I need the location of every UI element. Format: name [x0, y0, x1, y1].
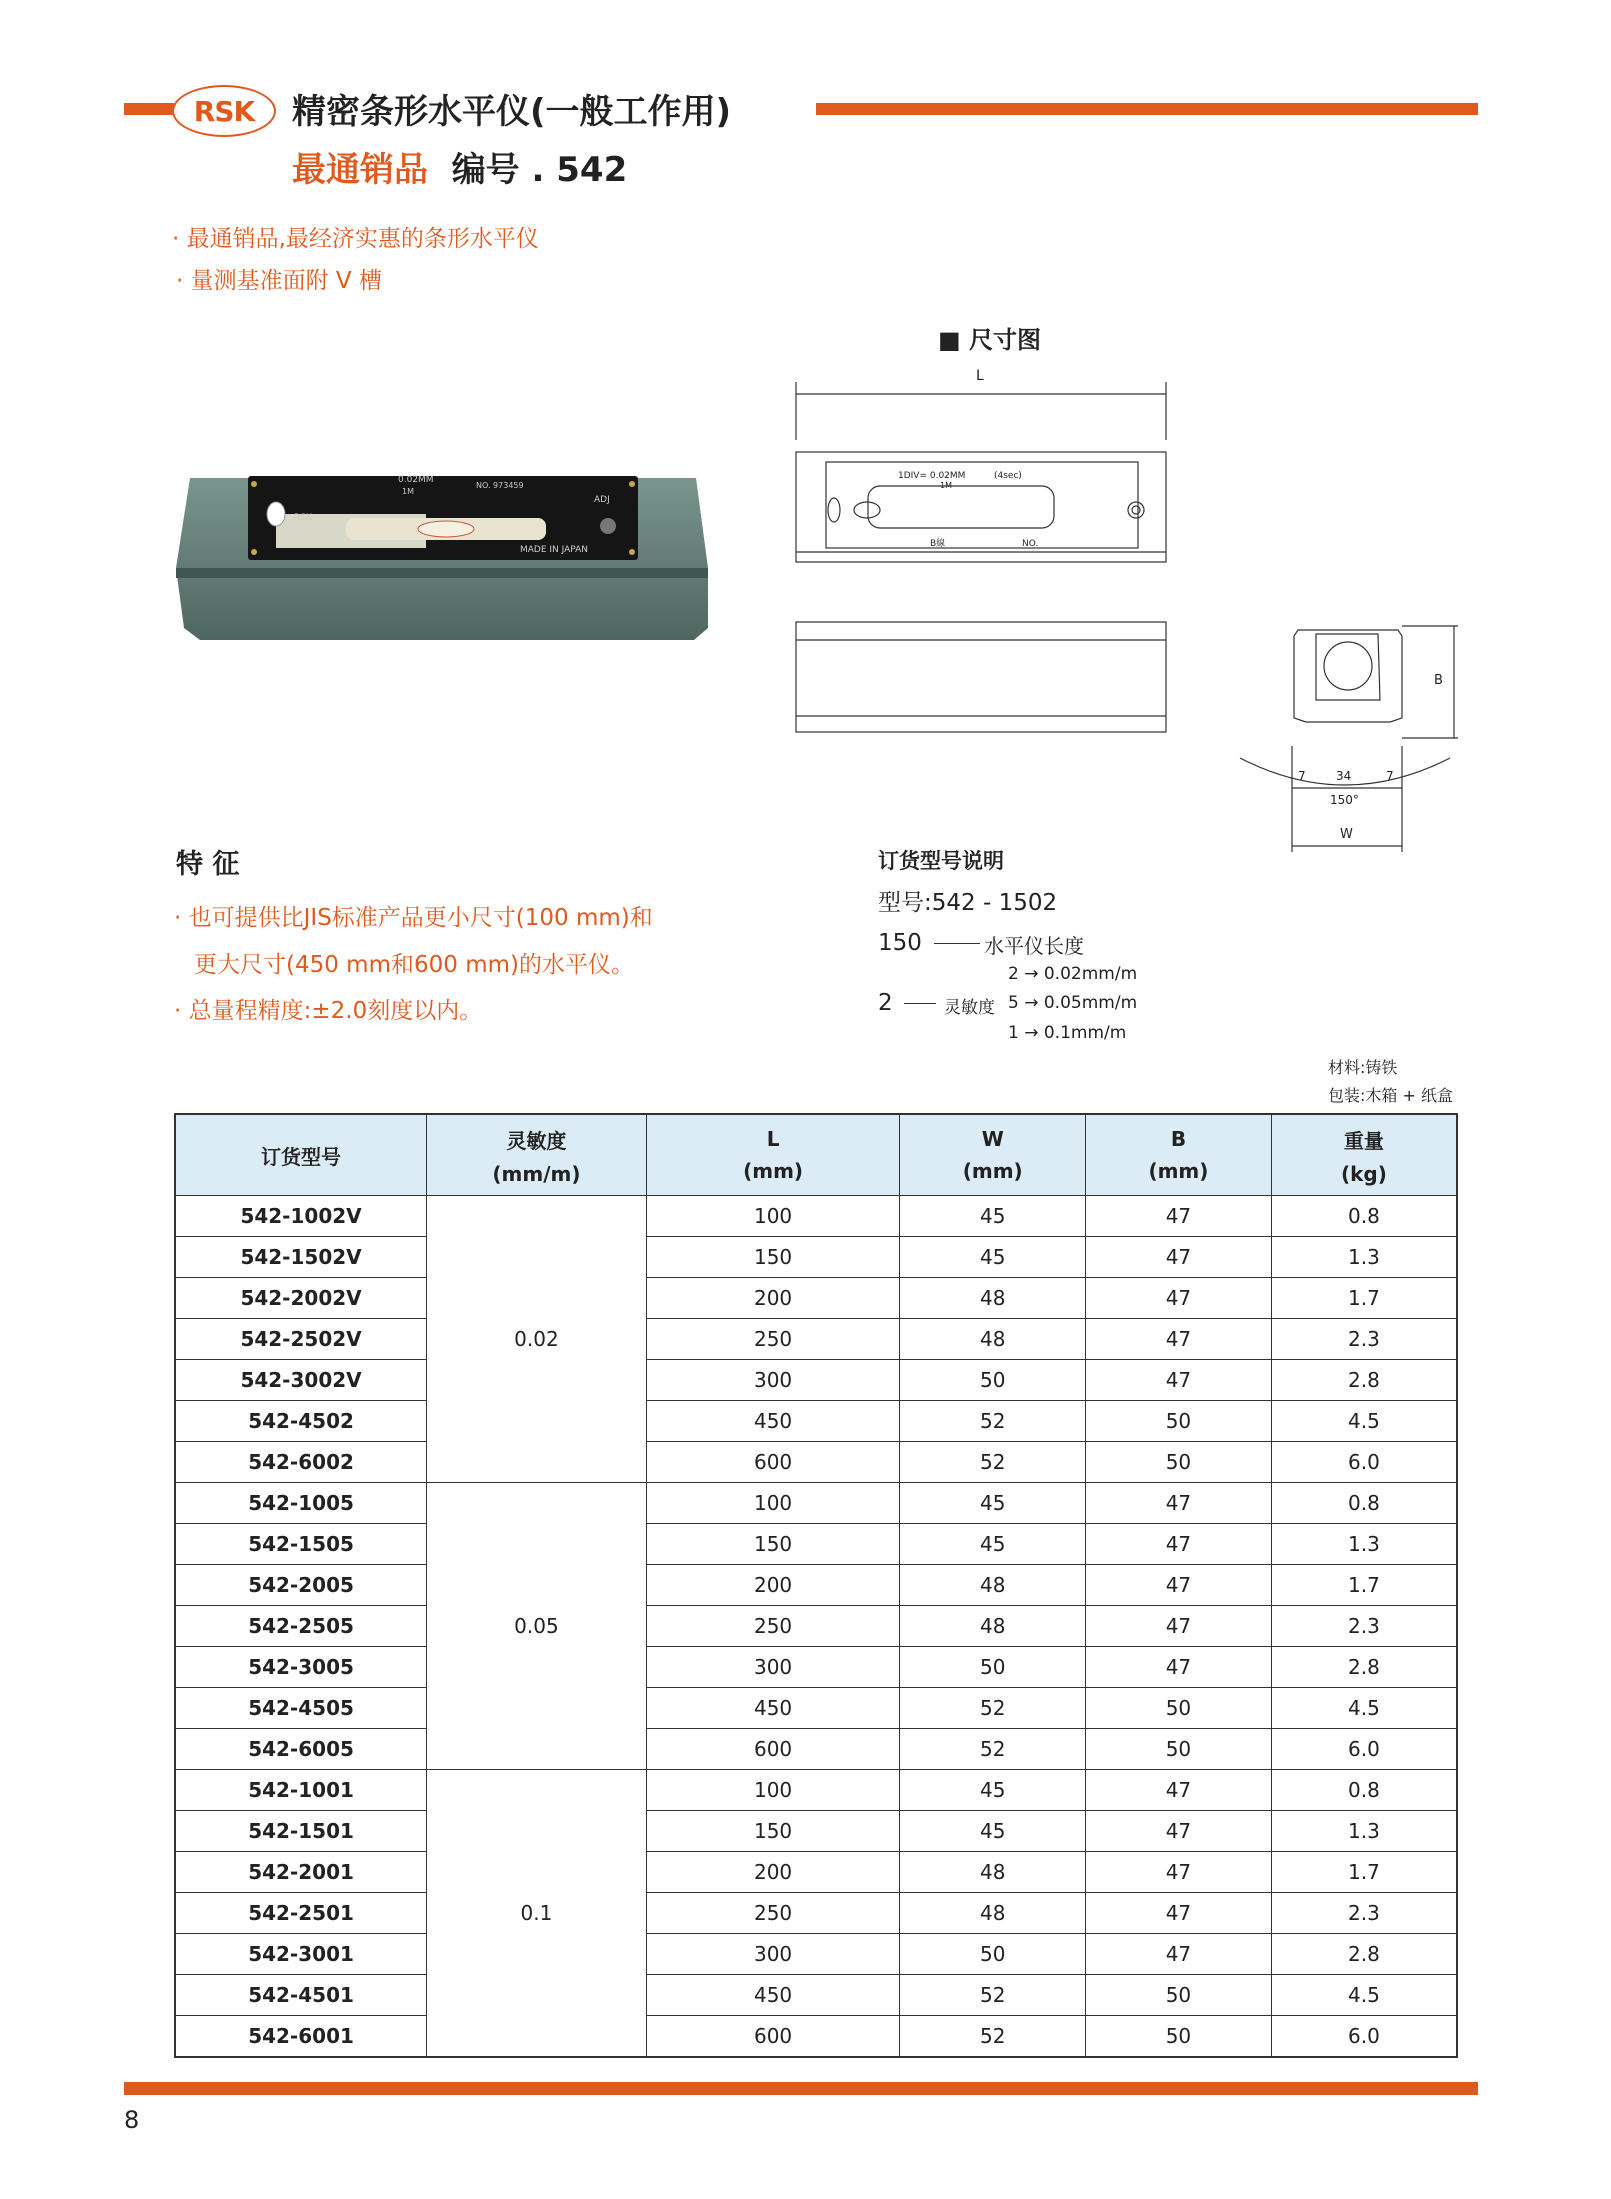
header-label: 重量	[1343, 1128, 1384, 1153]
height-cell: 47	[1086, 1237, 1272, 1278]
weight-cell: 2.8	[1271, 1360, 1457, 1401]
height-cell: 47	[1086, 1278, 1272, 1319]
table-row	[175, 2016, 1457, 2058]
vial-b-label: B線	[930, 539, 946, 549]
order-sens-option: 1 → 0.1mm/m	[1008, 1023, 1127, 1043]
table-row	[175, 1729, 1457, 1770]
model-cell: 542-1501	[175, 1811, 427, 1852]
material-note: 材料:铸铁	[1328, 1058, 1398, 1077]
width-cell: 52	[900, 1401, 1086, 1442]
width-cell: 52	[900, 1442, 1086, 1483]
model-cell: 542-1005	[175, 1483, 427, 1524]
order-sens-num: 2	[878, 990, 893, 1016]
model-cell: 542-6005	[175, 1729, 427, 1770]
length-cell: 600	[646, 2016, 900, 2058]
width-cell: 45	[900, 1196, 1086, 1237]
order-info-title: 订货型号说明	[878, 849, 1004, 873]
order-sens-option: 2 → 0.02mm/m	[1008, 964, 1138, 984]
model-cell: 542-6001	[175, 2016, 427, 2058]
table-row	[175, 1688, 1457, 1729]
header-label: L	[766, 1127, 780, 1151]
table-row	[175, 1360, 1457, 1401]
width-cell: 52	[900, 1729, 1086, 1770]
intro-bullet: · 量测基准面附 V 槽	[176, 268, 382, 294]
sensitivity-cell: 0.02	[427, 1196, 647, 1483]
length-cell: 250	[646, 1606, 900, 1647]
weight-cell: 4.5	[1271, 1401, 1457, 1442]
photo-serial: NO. 973459	[476, 481, 524, 490]
height-cell: 50	[1086, 1401, 1272, 1442]
height-cell: 47	[1086, 1770, 1272, 1811]
width-cell: 48	[900, 1319, 1086, 1360]
table-row	[175, 1524, 1457, 1565]
order-sens-option: 5 → 0.05mm/m	[1008, 993, 1138, 1013]
table-row	[175, 1483, 1457, 1524]
table-header-cell	[646, 1114, 900, 1196]
table-header-cell	[1086, 1114, 1272, 1196]
width-cell: 50	[900, 1647, 1086, 1688]
intro-bullet: · 最通销品,最经济实惠的条形水平仪	[172, 226, 539, 252]
feature-bullet: · 总量程精度:±2.0刻度以内。	[174, 998, 483, 1024]
table-row	[175, 1319, 1457, 1360]
table-header-cell	[427, 1114, 647, 1196]
dim-label-b: B	[1434, 673, 1443, 688]
weight-cell: 1.7	[1271, 1278, 1457, 1319]
height-cell: 50	[1086, 1975, 1272, 2016]
photo-made-in: MADE IN JAPAN	[520, 545, 589, 555]
width-cell: 45	[900, 1237, 1086, 1278]
order-sens-label: 灵敏度	[944, 998, 995, 1018]
width-cell: 52	[900, 1688, 1086, 1729]
width-cell: 45	[900, 1483, 1086, 1524]
height-cell: 47	[1086, 1196, 1272, 1237]
order-length-desc: 水平仪长度	[984, 934, 1084, 958]
table-row	[175, 1934, 1457, 1975]
vial-bottom-label: 1M	[940, 481, 952, 490]
length-cell: 200	[646, 1852, 900, 1893]
model-cell: 542-1502V	[175, 1237, 427, 1278]
feature-bullet: 更大尺寸(450 mm和600 mm)的水平仪。	[194, 952, 634, 978]
width-cell: 50	[900, 1360, 1086, 1401]
dim-label-angle: 150°	[1330, 793, 1359, 807]
table-row	[175, 1811, 1457, 1852]
dim-label-l: L	[976, 368, 984, 384]
model-cell: 542-4501	[175, 1975, 427, 2016]
header-label: B	[1170, 1127, 1187, 1151]
height-cell: 50	[1086, 1688, 1272, 1729]
dim-label-34: 34	[1336, 769, 1352, 783]
height-cell: 47	[1086, 1893, 1272, 1934]
header-unit: (kg)	[1340, 1161, 1387, 1186]
length-cell: 450	[646, 1401, 900, 1442]
model-cell: 542-2502V	[175, 1319, 427, 1360]
weight-cell: 6.0	[1271, 1729, 1457, 1770]
width-cell: 52	[900, 1975, 1086, 2016]
model-label: 编号 . 542	[451, 150, 628, 190]
model-cell: 542-1002V	[175, 1196, 427, 1237]
height-cell: 47	[1086, 1811, 1272, 1852]
height-cell: 47	[1086, 1565, 1272, 1606]
model-cell: 542-1505	[175, 1524, 427, 1565]
vial-sec-label: (4sec)	[994, 471, 1022, 481]
table-row	[175, 1606, 1457, 1647]
weight-cell: 2.3	[1271, 1606, 1457, 1647]
weight-cell: 4.5	[1271, 1975, 1457, 2016]
header-label: 订货型号	[261, 1144, 342, 1169]
model-cell: 542-4505	[175, 1688, 427, 1729]
header-unit: (mm/m)	[492, 1161, 581, 1186]
length-cell: 450	[646, 1975, 900, 2016]
page-subtitle	[292, 142, 627, 191]
table-header-cell	[1271, 1114, 1457, 1196]
sensitivity-cell: 0.1	[427, 1770, 647, 2058]
width-cell: 48	[900, 1893, 1086, 1934]
width-cell: 50	[900, 1934, 1086, 1975]
header-label: 灵敏度	[506, 1128, 567, 1153]
features-title: 特 征	[176, 849, 240, 880]
model-cell: 542-2001	[175, 1852, 427, 1893]
table-row	[175, 1975, 1457, 2016]
model-cell: 542-3002V	[175, 1360, 427, 1401]
height-cell: 47	[1086, 1319, 1272, 1360]
packaging-note: 包装:木箱 + 纸盒	[1328, 1086, 1453, 1105]
spec-table	[174, 1113, 1458, 2058]
width-cell: 45	[900, 1811, 1086, 1852]
model-cell: 542-4502	[175, 1401, 427, 1442]
weight-cell: 1.3	[1271, 1237, 1457, 1278]
diagram-title: ■ 尺寸图	[938, 326, 1042, 354]
length-cell: 300	[646, 1647, 900, 1688]
feature-bullet: · 也可提供比JIS标准产品更小尺寸(100 mm)和	[174, 905, 653, 931]
length-cell: 150	[646, 1811, 900, 1852]
height-cell: 47	[1086, 1852, 1272, 1893]
height-cell: 47	[1086, 1647, 1272, 1688]
weight-cell: 0.8	[1271, 1770, 1457, 1811]
header-label: W	[981, 1127, 1004, 1151]
weight-cell: 0.8	[1271, 1196, 1457, 1237]
table-row	[175, 1893, 1457, 1934]
table-header-cell	[900, 1114, 1086, 1196]
length-cell: 200	[646, 1565, 900, 1606]
length-cell: 250	[646, 1893, 900, 1934]
weight-cell: 1.3	[1271, 1811, 1457, 1852]
hot-label: 最通销品	[292, 150, 428, 190]
model-cell: 542-3005	[175, 1647, 427, 1688]
dim-label-7a: 7	[1298, 769, 1306, 783]
length-cell: 600	[646, 1729, 900, 1770]
model-cell: 542-1001	[175, 1770, 427, 1811]
weight-cell: 2.3	[1271, 1893, 1457, 1934]
height-cell: 47	[1086, 1524, 1272, 1565]
weight-cell: 2.3	[1271, 1319, 1457, 1360]
height-cell: 50	[1086, 2016, 1272, 2058]
weight-cell: 2.8	[1271, 1647, 1457, 1688]
table-row	[175, 1770, 1457, 1811]
photo-scale-bottom: 1M	[402, 487, 414, 496]
weight-cell: 2.8	[1271, 1934, 1457, 1975]
width-cell: 48	[900, 1606, 1086, 1647]
width-cell: 45	[900, 1770, 1086, 1811]
dim-label-w: W	[1340, 827, 1353, 842]
model-cell: 542-3001	[175, 1934, 427, 1975]
table-row	[175, 1647, 1457, 1688]
length-cell: 100	[646, 1770, 900, 1811]
header-unit: (mm)	[1148, 1159, 1209, 1183]
length-cell: 150	[646, 1237, 900, 1278]
length-cell: 200	[646, 1278, 900, 1319]
dimension-drawing	[790, 360, 1480, 860]
length-cell: 300	[646, 1360, 900, 1401]
header-bar-left	[124, 103, 174, 115]
order-model-line: 型号:542 - 1502	[878, 890, 1058, 916]
header-unit: (mm)	[962, 1159, 1023, 1183]
sensitivity-cell: 0.05	[427, 1483, 647, 1770]
weight-cell: 1.7	[1271, 1852, 1457, 1893]
table-row	[175, 1852, 1457, 1893]
width-cell: 45	[900, 1524, 1086, 1565]
table-header-cell	[175, 1114, 427, 1196]
dim-label-7b: 7	[1386, 769, 1394, 783]
length-cell: 100	[646, 1196, 900, 1237]
weight-cell: 1.3	[1271, 1524, 1457, 1565]
vial-no-label: NO.	[1022, 539, 1039, 549]
page-number: 8	[124, 2106, 140, 2134]
length-cell: 600	[646, 1442, 900, 1483]
table-row	[175, 1401, 1457, 1442]
weight-cell: 6.0	[1271, 2016, 1457, 2058]
weight-cell: 4.5	[1271, 1688, 1457, 1729]
product-photo	[176, 468, 708, 640]
height-cell: 47	[1086, 1934, 1272, 1975]
height-cell: 50	[1086, 1442, 1272, 1483]
height-cell: 47	[1086, 1606, 1272, 1647]
model-cell: 542-2505	[175, 1606, 427, 1647]
model-cell: 542-2501	[175, 1893, 427, 1934]
width-cell: 48	[900, 1852, 1086, 1893]
model-cell: 542-2005	[175, 1565, 427, 1606]
vial-top-label: 1DIV= 0.02MM	[898, 471, 966, 481]
table-row	[175, 1237, 1457, 1278]
order-length-line	[934, 943, 980, 944]
order-length-num: 150	[878, 930, 922, 956]
length-cell: 150	[646, 1524, 900, 1565]
photo-scale-top: 0.02MM	[398, 475, 434, 485]
weight-cell: 1.7	[1271, 1565, 1457, 1606]
length-cell: 450	[646, 1688, 900, 1729]
weight-cell: 6.0	[1271, 1442, 1457, 1483]
weight-cell: 0.8	[1271, 1483, 1457, 1524]
length-cell: 100	[646, 1483, 900, 1524]
rsk-logo: RSK	[172, 85, 276, 137]
table-row	[175, 1196, 1457, 1237]
length-cell: 250	[646, 1319, 900, 1360]
photo-adj: ADJ	[594, 495, 610, 505]
height-cell: 47	[1086, 1483, 1272, 1524]
order-sens-line	[904, 1003, 936, 1004]
footer-bar	[124, 2082, 1478, 2095]
width-cell: 48	[900, 1565, 1086, 1606]
length-cell: 300	[646, 1934, 900, 1975]
table-row	[175, 1442, 1457, 1483]
model-cell: 542-6002	[175, 1442, 427, 1483]
table-header-row	[175, 1114, 1457, 1196]
photo-brand: RSK	[294, 513, 312, 523]
header-bar-right	[816, 103, 1478, 115]
width-cell: 52	[900, 2016, 1086, 2058]
height-cell: 50	[1086, 1729, 1272, 1770]
width-cell: 48	[900, 1278, 1086, 1319]
table-row	[175, 1565, 1457, 1606]
header-unit: (mm)	[743, 1159, 804, 1183]
height-cell: 47	[1086, 1360, 1272, 1401]
page-title: 精密条形水平仪(一般工作用)	[292, 92, 732, 132]
table-row	[175, 1278, 1457, 1319]
model-cell: 542-2002V	[175, 1278, 427, 1319]
